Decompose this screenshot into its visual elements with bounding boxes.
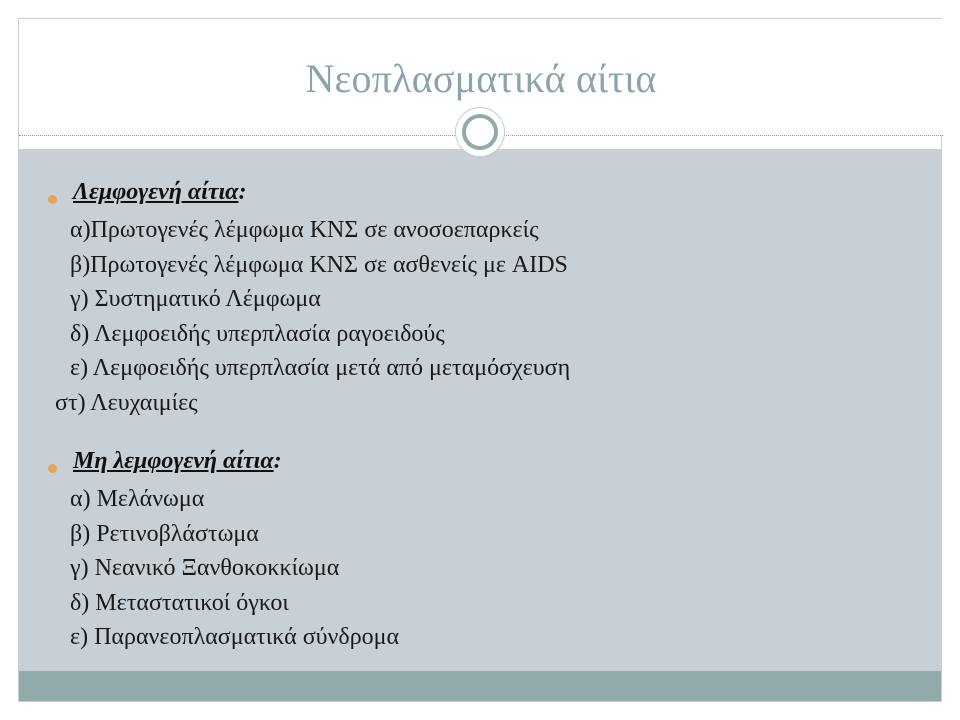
ring-ornament-icon (455, 107, 505, 157)
list-item: ε) Παρανεοπλασματικά σύνδρομα (70, 624, 400, 651)
list-item: γ) Νεανικό Ξανθοκοκκίωμα (70, 555, 340, 582)
section-heading-row (19, 177, 941, 213)
section-heading-text: Μη λεμφογενή αίτια (73, 448, 274, 474)
section-lymphogenic (19, 177, 941, 421)
bullet-dot-icon (48, 195, 57, 204)
list-item: ε) Λεμφοειδής υπερπλασία μετά από μεταμόσχευση (70, 355, 571, 382)
section-heading (73, 448, 282, 475)
list-item: δ) Μεταστατικοί όγκοι (70, 589, 289, 616)
bottom-band (19, 671, 941, 701)
cause-list (19, 213, 941, 421)
slide (18, 18, 942, 702)
section-heading-colon: : (273, 448, 282, 474)
section-heading (73, 179, 246, 206)
section-heading-row (19, 446, 941, 482)
list-item: α)Πρωτογενές λέμφωμα ΚΝΣ σε ανοσοεπαρκείς (70, 217, 539, 243)
list-item: α) Μελάνωμα (70, 486, 205, 512)
list-item: στ) Λευχαιμίες (55, 389, 198, 416)
list-item: δ) Λεμφοειδής υπερπλασία ραγοειδούς (70, 320, 445, 347)
list-item: β)Πρωτογενές λέμφωμα ΚΝΣ σε ασθενείς με AIDS (70, 251, 568, 278)
bullet-dot-icon (48, 464, 57, 473)
ring-inner-icon (462, 114, 498, 150)
section-non-lymphogenic (19, 446, 941, 655)
list-item: β) Ρετινοβλάστωμα (70, 520, 259, 547)
slide-title-text: Νεοπλασματικά αίτια (305, 56, 657, 101)
content-area (19, 149, 941, 671)
cause-list (19, 482, 941, 655)
list-item: γ) Συστηματικό Λέμφωμα (70, 286, 321, 313)
section-heading-colon: : (238, 179, 247, 205)
slide-title (19, 55, 943, 102)
section-heading-text: Λεμφογενή αίτια (73, 179, 239, 205)
